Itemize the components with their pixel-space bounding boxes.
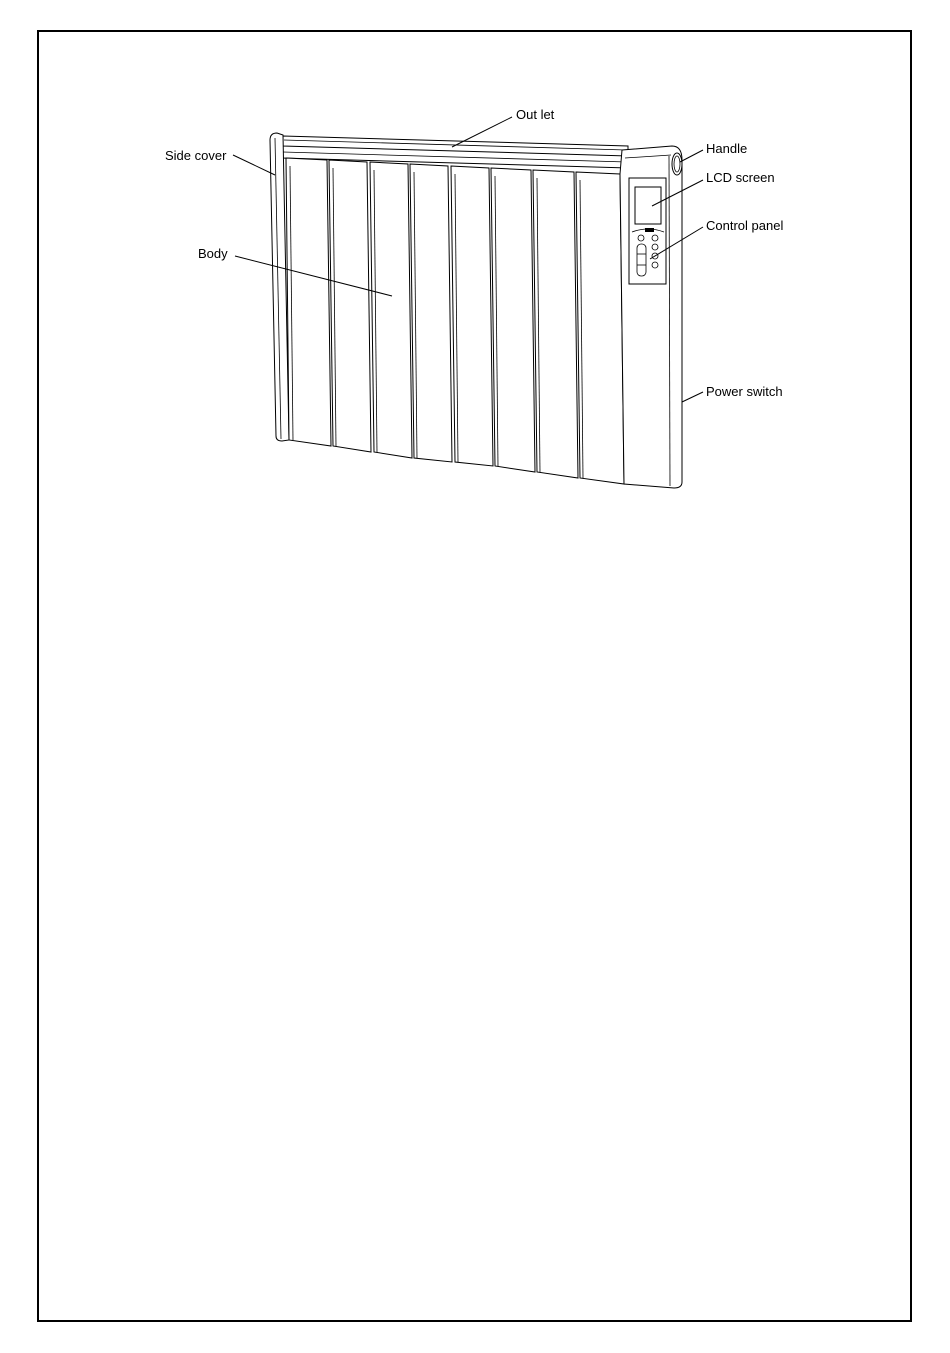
- handle-knob: [672, 153, 682, 175]
- label-power-switch: Power switch: [706, 384, 783, 399]
- control-panel-graphic: [629, 178, 666, 284]
- body-fins: [286, 158, 624, 484]
- leader-handle: [680, 150, 703, 162]
- label-body: Body: [198, 246, 228, 261]
- label-side-cover: Side cover: [165, 148, 227, 163]
- label-out-let: Out let: [516, 107, 555, 122]
- label-handle: Handle: [706, 141, 748, 156]
- label-control-panel: Control panel: [706, 218, 784, 233]
- leader-side-cover: [233, 155, 275, 175]
- label-lcd-screen: LCD screen: [706, 170, 775, 185]
- leader-power-switch: [682, 392, 703, 402]
